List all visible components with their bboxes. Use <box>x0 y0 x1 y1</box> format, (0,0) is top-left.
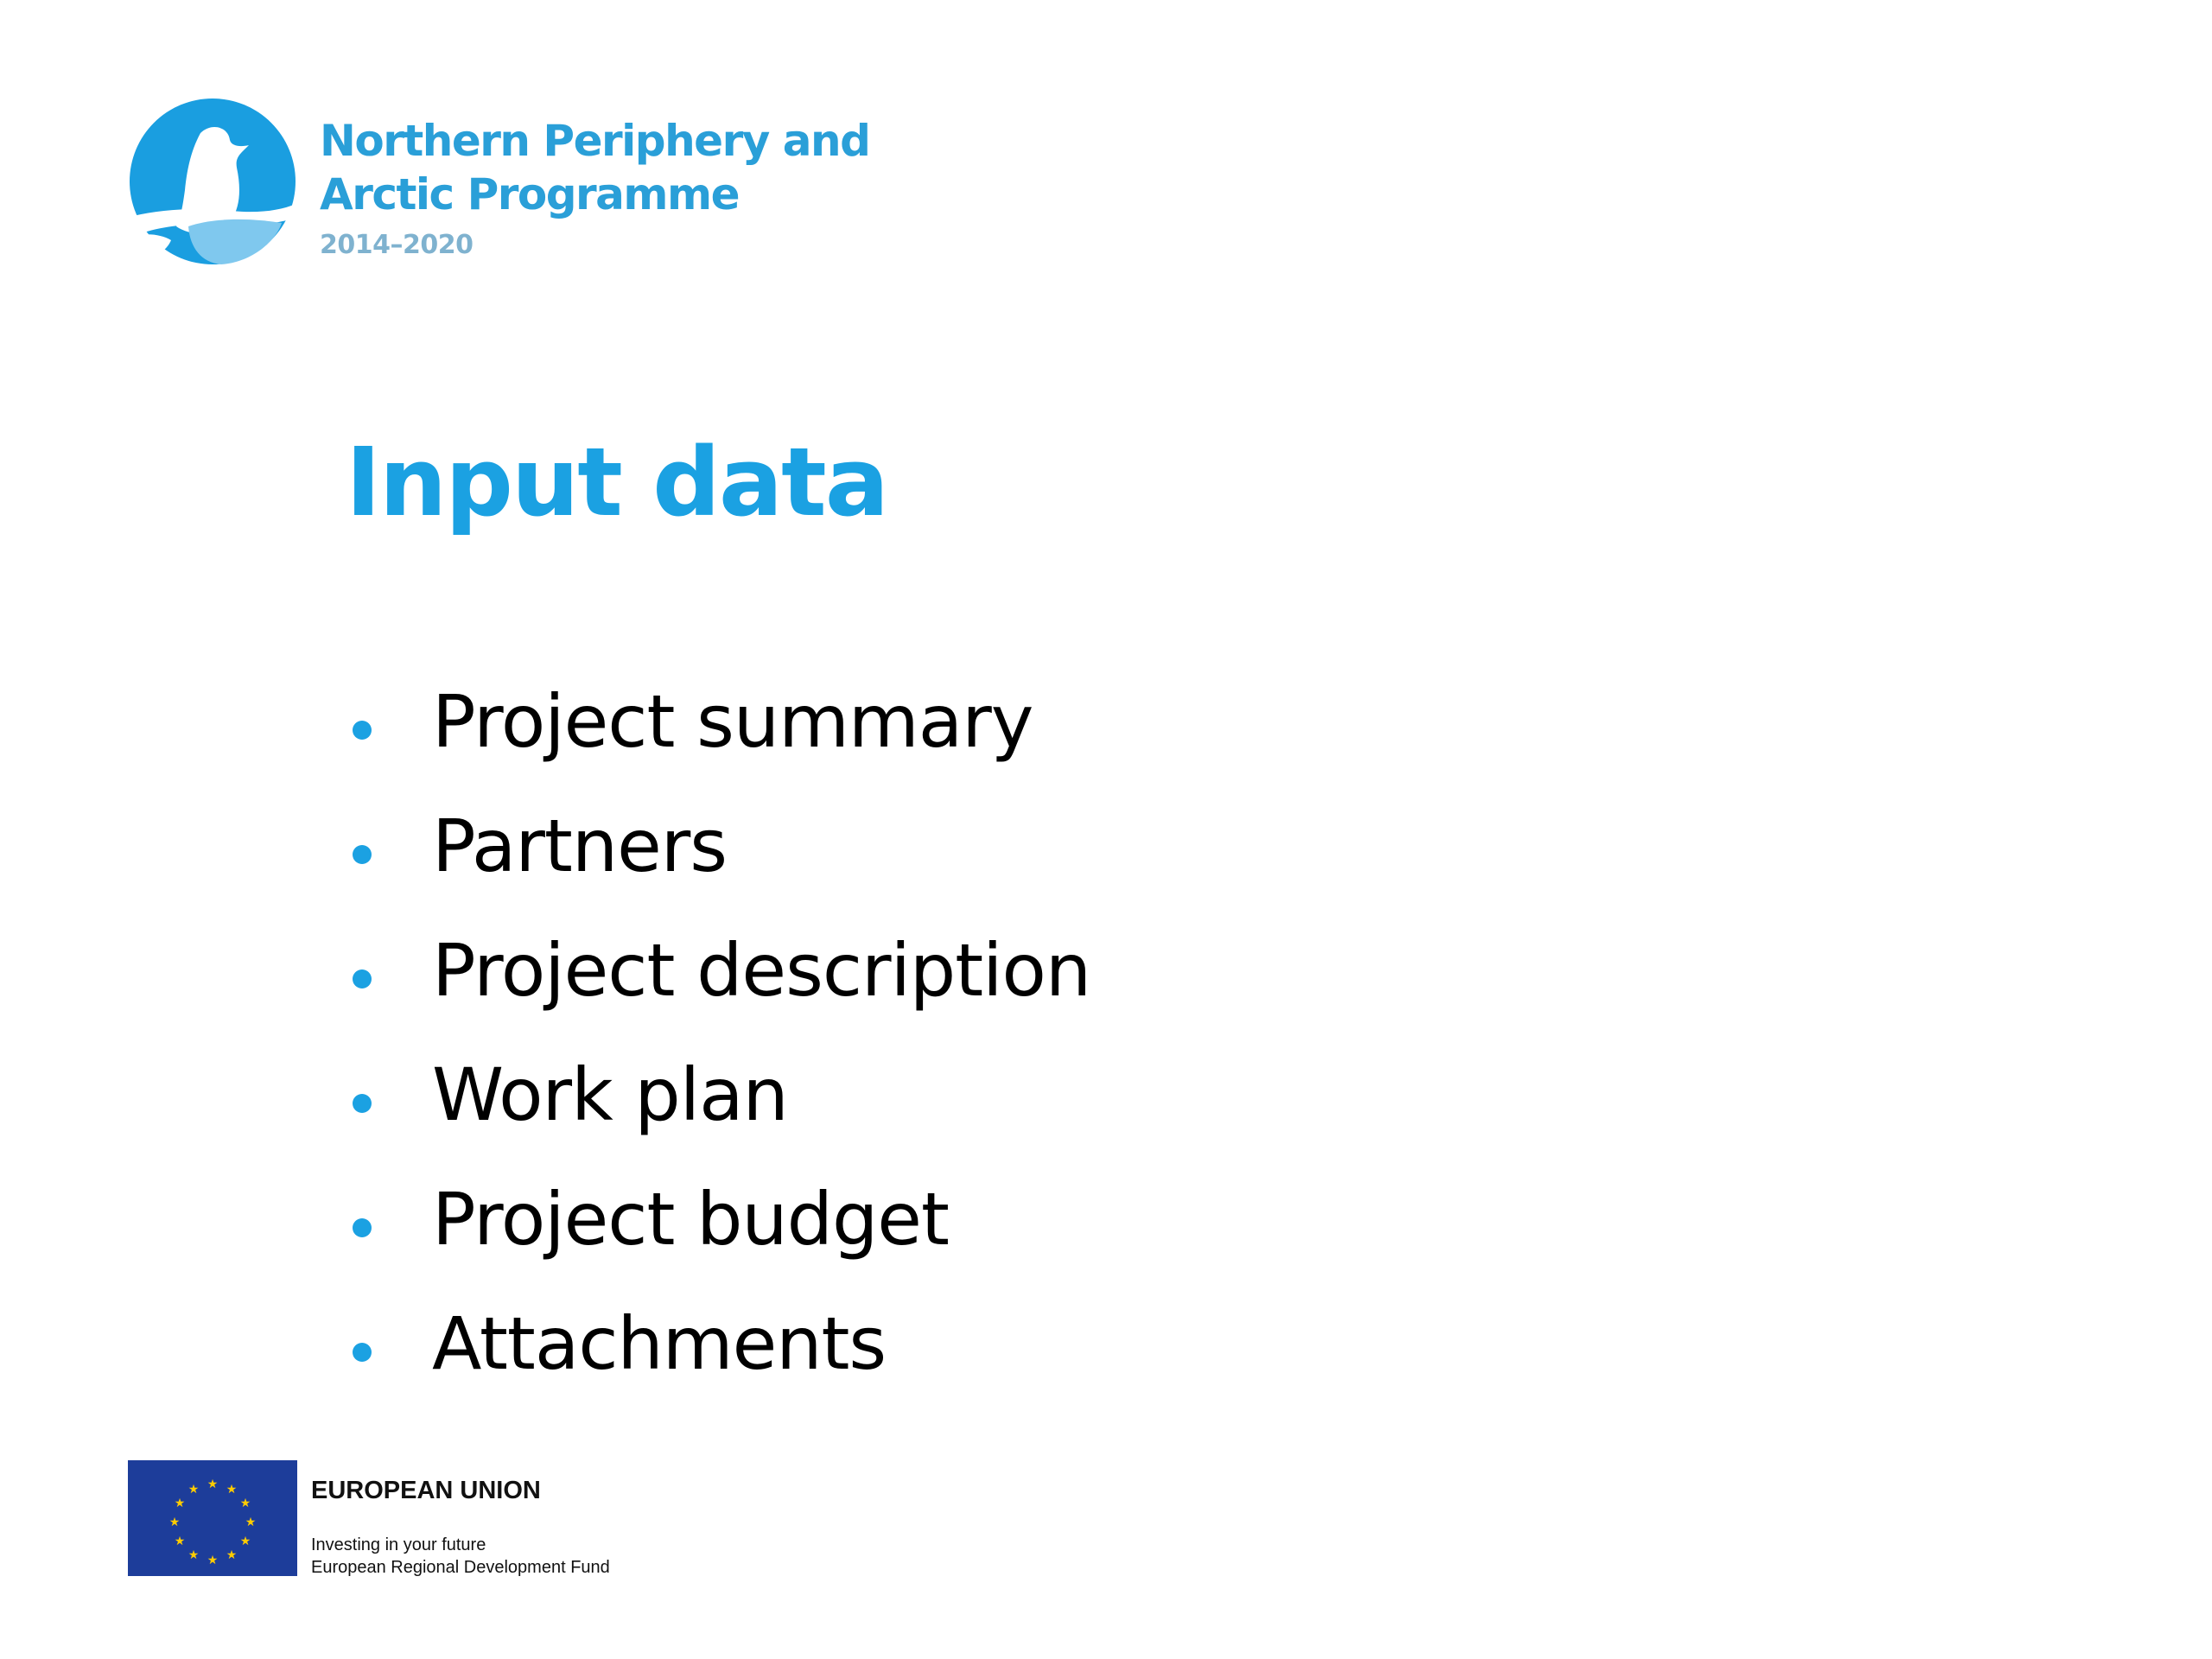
svg-text:★: ★ <box>226 1548 238 1562</box>
svg-text:★: ★ <box>168 1516 181 1529</box>
npa-logo <box>128 97 870 270</box>
bird-emblem-icon <box>128 97 297 266</box>
svg-text:★: ★ <box>239 1497 251 1510</box>
bullet-dot-icon <box>353 845 372 864</box>
svg-text:★: ★ <box>188 1483 200 1497</box>
bullet-dot-icon <box>353 1094 372 1113</box>
svg-text:★: ★ <box>239 1535 251 1548</box>
bullet-text: Project description <box>432 928 1091 1013</box>
npa-logo-text <box>320 114 869 261</box>
eu-funding-logo <box>128 1460 733 1581</box>
bullet-text: Partners <box>432 804 728 888</box>
bullet-text: Project budget <box>432 1177 949 1262</box>
bullet-dot-icon <box>353 969 372 988</box>
logo-years: 2014–2020 <box>320 230 474 260</box>
svg-text:★: ★ <box>188 1548 200 1562</box>
svg-text:★: ★ <box>245 1516 257 1529</box>
bullet-text: Project summary <box>432 679 1033 764</box>
svg-text:★: ★ <box>174 1535 186 1548</box>
logo-line-1: Northern Periphery and <box>320 116 870 166</box>
logo-line-2: Arctic Programme <box>320 169 740 219</box>
bullet-dot-icon <box>353 1218 372 1237</box>
svg-text:★: ★ <box>226 1483 238 1497</box>
svg-text:★: ★ <box>207 1554 219 1567</box>
bullet-dot-icon <box>353 1343 372 1362</box>
eu-flag-icon <box>128 1460 297 1576</box>
bullet-text: Work plan <box>432 1052 788 1137</box>
slide-title: Input data <box>346 427 887 537</box>
svg-text:★: ★ <box>174 1497 186 1510</box>
eu-title: EUROPEAN UNION <box>311 1477 541 1504</box>
bullet-dot-icon <box>353 721 372 740</box>
svg-text:★: ★ <box>207 1478 219 1491</box>
bullet-text: Attachments <box>432 1301 887 1386</box>
eu-fund-name: European Regional Development Fund <box>311 1558 610 1577</box>
eu-tagline: Investing in your future <box>311 1535 486 1554</box>
